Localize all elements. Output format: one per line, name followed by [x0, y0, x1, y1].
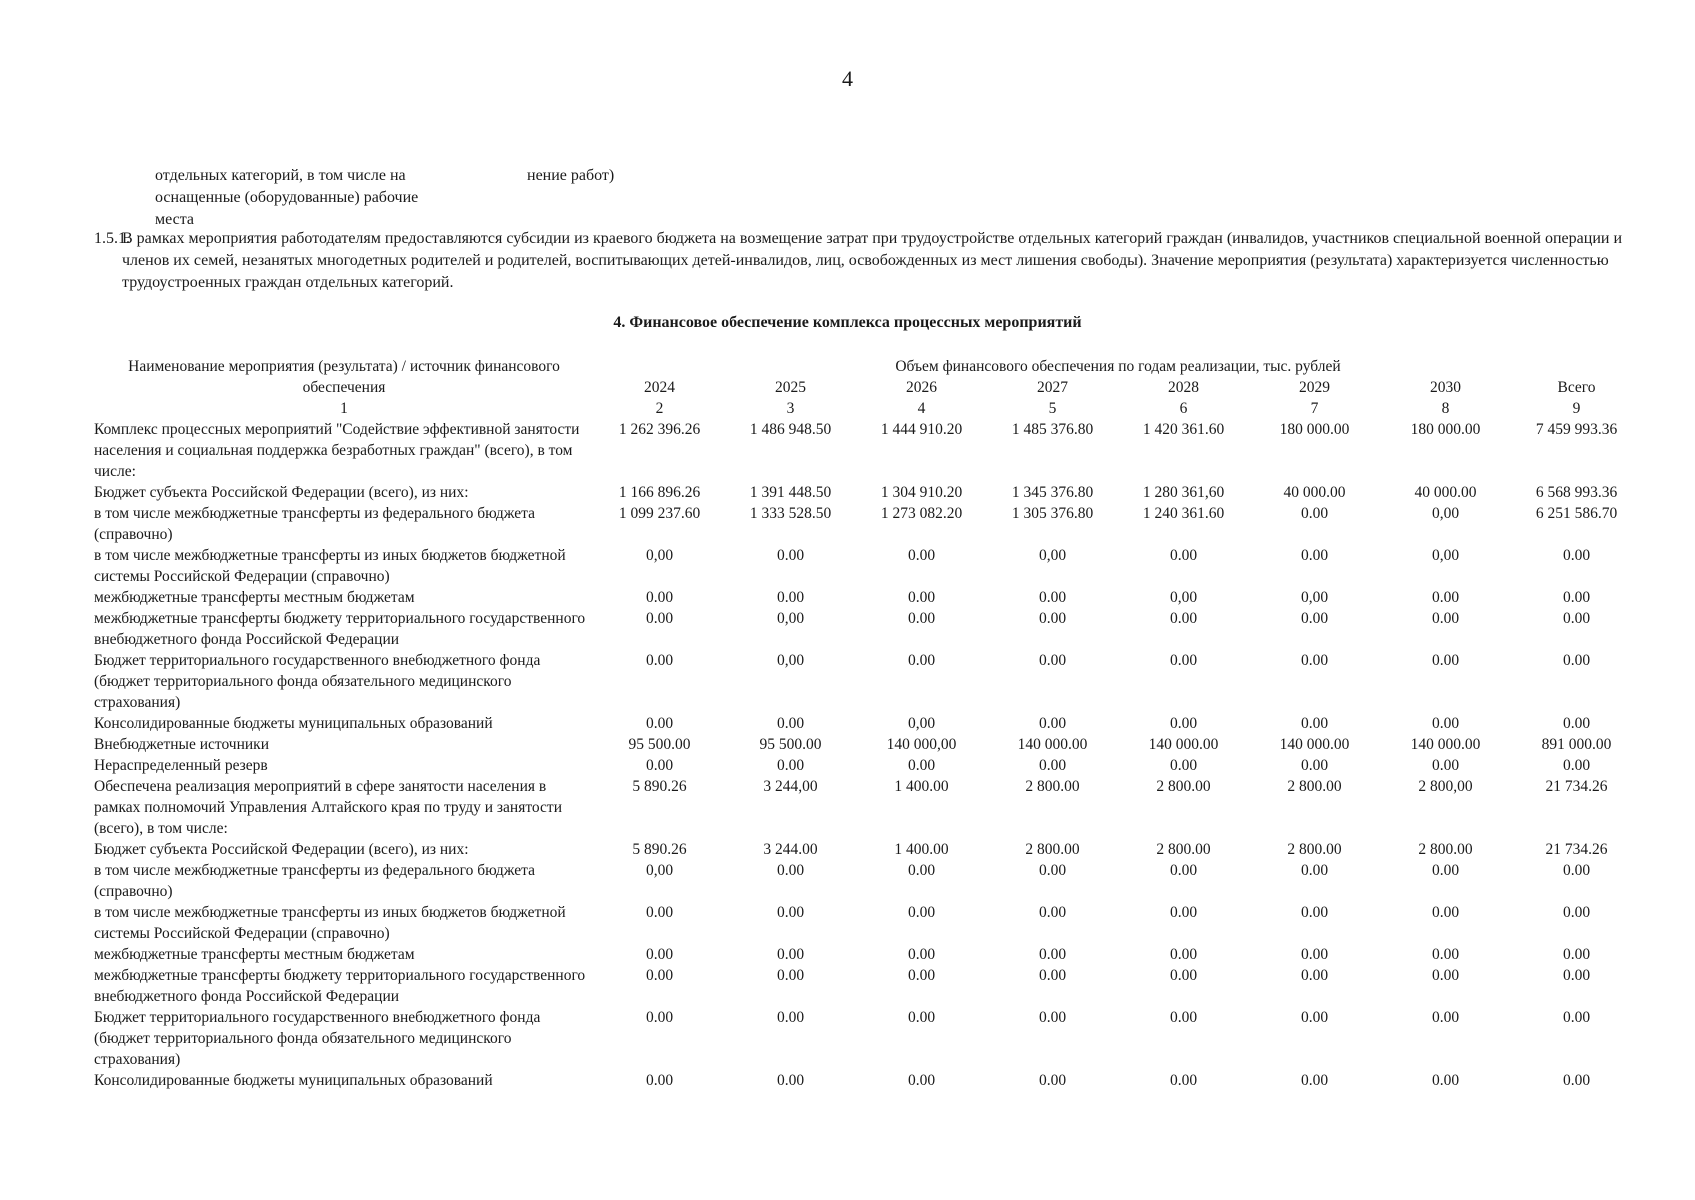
column-index: 2: [655, 400, 664, 417]
table-row: [94, 1070, 1642, 1091]
row-label: Бюджет субъекта Российской Федерации (всего), из них:: [94, 484, 469, 501]
total-header: Всего: [1557, 379, 1596, 396]
value-cell: 0.00: [1038, 1009, 1067, 1026]
value-cell: 1 262 396.26: [618, 421, 701, 438]
value-cell: 0.00: [1169, 715, 1198, 732]
value-cell: 0.00: [1300, 547, 1329, 564]
year-header: 2026: [906, 379, 937, 396]
value-cell: 0.00: [645, 757, 674, 774]
value-cell: 0.00: [1038, 1072, 1067, 1089]
value-cell: 0.00: [1431, 589, 1460, 606]
value-cell: 0.00: [1431, 610, 1460, 627]
value-cell: 0.00: [1038, 757, 1067, 774]
value-cell: 0.00: [1169, 1009, 1198, 1026]
value-cell: 5 890.26: [632, 778, 687, 795]
table-row: [94, 860, 1642, 902]
value-cell: 0.00: [776, 589, 805, 606]
carryover-line: оснащенные (оборудованные) рабочие: [155, 189, 419, 206]
value-cell: 0.00: [907, 610, 936, 627]
year-header: 2028: [1168, 379, 1199, 396]
value-cell: 5 890.26: [632, 841, 687, 858]
value-cell: 0.00: [1300, 652, 1329, 669]
value-cell: 0,00: [1038, 547, 1067, 564]
value-cell: 0.00: [907, 547, 936, 564]
value-cell: 140 000.00: [1148, 736, 1219, 753]
total-cell: 21 734.26: [1545, 841, 1608, 858]
value-cell: 1 333 528.50: [749, 505, 832, 522]
value-cell: 0.00: [1300, 946, 1329, 963]
value-cell: 0.00: [776, 967, 805, 984]
value-cell: 140 000.00: [1279, 736, 1350, 753]
row-label: Обеспечена реализация мероприятий в сфере занятости населения в рамках полномочий Управления Алтайского края по труду и занятости (всего), в том числе:: [94, 778, 563, 837]
value-cell: 0.00: [1300, 904, 1329, 921]
row-label: Бюджет субъекта Российской Федерации (всего), из них:: [94, 841, 469, 858]
value-cell: 0.00: [907, 757, 936, 774]
value-cell: 1 345 376.80: [1011, 484, 1094, 501]
value-cell: 0.00: [1300, 1009, 1329, 1026]
value-cell: 0.00: [907, 652, 936, 669]
column-index: 5: [1048, 400, 1057, 417]
header-name: Наименование мероприятия (результата) / источник финансового обеспечения: [128, 358, 560, 396]
column-index: 6: [1179, 400, 1188, 417]
value-cell: 0,00: [645, 547, 674, 564]
value-cell: 2 800.00: [1025, 841, 1080, 858]
value-cell: 0,00: [1431, 505, 1460, 522]
table-row: [94, 545, 1642, 587]
column-index: 1: [340, 400, 348, 417]
value-cell: 0.00: [1169, 862, 1198, 879]
year-header: 2027: [1037, 379, 1068, 396]
value-cell: 0.00: [907, 862, 936, 879]
value-cell: 0,00: [645, 862, 674, 879]
row-label: Комплекс процессных мероприятий "Содействие эффективной занятости населения и социальная поддержка безработных граждан" (всего), в том числе:: [94, 421, 580, 480]
value-cell: 0.00: [1300, 715, 1329, 732]
year-header: 2025: [775, 379, 806, 396]
value-cell: 0.00: [776, 1072, 805, 1089]
row-label: межбюджетные трансферты местным бюджетам: [94, 946, 415, 963]
carryover-text-col2: нение работ): [527, 167, 615, 184]
table-row: [94, 734, 1642, 755]
value-cell: 2 800.00: [1287, 778, 1342, 795]
row-label: Внебюджетные источники: [94, 736, 270, 753]
value-cell: 0.00: [776, 904, 805, 921]
row-label: межбюджетные трансферты местным бюджетам: [94, 589, 415, 606]
total-cell: 0.00: [1562, 904, 1591, 921]
value-cell: 1 305 376.80: [1011, 505, 1094, 522]
value-cell: 0.00: [1300, 967, 1329, 984]
value-cell: 0.00: [1038, 715, 1067, 732]
row-label: в том числе межбюджетные трансферты из федерального бюджета (справочно): [94, 505, 536, 543]
table-row: [94, 503, 1642, 545]
paragraph-text: В рамках мероприятия работодателям предоставляются субсидии из краевого бюджета на возмещение затрат при трудоустройстве отдельных категорий граждан (инвалидов, участников специальной военной операции и членов их семей, незанятых многодетных родителей и родителей, воспитывающих детей-инвалидов, лиц, освобожденных из мест лишения свободы). Значение мероприятия (результата) характеризуется численностью трудоустроенных граждан отдельных категорий.: [122, 230, 1622, 291]
table-row: [94, 713, 1642, 734]
table-row: [94, 776, 1642, 839]
value-cell: 0.00: [776, 1009, 805, 1026]
total-cell: 0.00: [1562, 1072, 1591, 1089]
value-cell: 0.00: [907, 967, 936, 984]
total-cell: 0.00: [1562, 862, 1591, 879]
total-cell: 6 251 586.70: [1535, 505, 1618, 522]
value-cell: 0.00: [1431, 946, 1460, 963]
total-cell: 0.00: [1562, 610, 1591, 627]
value-cell: 2 800.00: [1156, 841, 1211, 858]
table-row: [94, 650, 1642, 713]
total-cell: 0.00: [1562, 715, 1591, 732]
value-cell: 0.00: [1300, 862, 1329, 879]
total-cell: 0.00: [1562, 589, 1591, 606]
value-cell: 0.00: [1300, 610, 1329, 627]
value-cell: 0.00: [1300, 757, 1329, 774]
value-cell: 0.00: [776, 946, 805, 963]
value-cell: 0.00: [1038, 967, 1067, 984]
carryover-line: отдельных категорий, в том числе на: [155, 167, 406, 184]
value-cell: 1 391 448.50: [749, 484, 832, 501]
table-row: [94, 1007, 1642, 1070]
value-cell: 1 280 361,60: [1142, 484, 1225, 501]
year-header: 2030: [1430, 379, 1461, 396]
table-row: [94, 965, 1642, 1007]
value-cell: 0.00: [1169, 652, 1198, 669]
row-label: в том числе межбюджетные трансферты из федерального бюджета (справочно): [94, 862, 536, 900]
table-row: [94, 839, 1642, 860]
column-index: 7: [1310, 400, 1319, 417]
table-row: [94, 944, 1642, 965]
value-cell: 0.00: [645, 946, 674, 963]
value-cell: 1 400.00: [894, 778, 949, 795]
value-cell: 0.00: [1300, 505, 1329, 522]
column-index: 8: [1441, 400, 1450, 417]
value-cell: 95 500.00: [759, 736, 822, 753]
financing-table: [94, 356, 1642, 1091]
column-index: 9: [1572, 400, 1581, 417]
value-cell: 3 244,00: [763, 778, 818, 795]
total-cell: 0.00: [1562, 757, 1591, 774]
header-group: Объем финансового обеспечения по годам реализации, тыс. рублей: [895, 358, 1341, 375]
value-cell: 0.00: [1169, 1072, 1198, 1089]
value-cell: 1 486 948.50: [749, 421, 832, 438]
value-cell: 1 485 376.80: [1011, 421, 1094, 438]
value-cell: 0.00: [1038, 652, 1067, 669]
table-row: [94, 608, 1642, 650]
value-cell: 2 800.00: [1418, 841, 1473, 858]
value-cell: 0.00: [1038, 904, 1067, 921]
value-cell: 40 000.00: [1414, 484, 1477, 501]
value-cell: 0.00: [645, 715, 674, 732]
value-cell: 140 000.00: [1017, 736, 1088, 753]
value-cell: 0.00: [1431, 1009, 1460, 1026]
value-cell: 2 800.00: [1156, 778, 1211, 795]
value-cell: 0.00: [1431, 757, 1460, 774]
value-cell: 0.00: [645, 652, 674, 669]
value-cell: 1 166 896.26: [618, 484, 701, 501]
value-cell: 1 273 082.20: [880, 505, 963, 522]
row-label: Консолидированные бюджеты муниципальных образований: [94, 1072, 493, 1089]
value-cell: 0.00: [1300, 1072, 1329, 1089]
value-cell: 0,00: [776, 652, 805, 669]
value-cell: 0.00: [1038, 862, 1067, 879]
carryover-line: места: [155, 211, 195, 228]
year-header: 2024: [644, 379, 675, 396]
value-cell: 3 244.00: [763, 841, 818, 858]
row-label: межбюджетные трансферты бюджету территориального государственного внебюджетного фонда Российской Федерации: [94, 610, 586, 648]
value-cell: 0.00: [1431, 1072, 1460, 1089]
value-cell: 2 800,00: [1418, 778, 1473, 795]
value-cell: 1 240 361.60: [1142, 505, 1225, 522]
total-cell: 891 000.00: [1541, 736, 1612, 753]
value-cell: 0.00: [645, 610, 674, 627]
value-cell: 0.00: [1431, 862, 1460, 879]
total-cell: 0.00: [1562, 1009, 1591, 1026]
value-cell: 140 000.00: [1410, 736, 1481, 753]
value-cell: 0.00: [907, 946, 936, 963]
value-cell: 0.00: [907, 1072, 936, 1089]
table-row: [94, 587, 1642, 608]
year-header: 2029: [1299, 379, 1330, 396]
total-cell: 0.00: [1562, 652, 1591, 669]
value-cell: 0.00: [1431, 715, 1460, 732]
value-cell: 0.00: [1169, 946, 1198, 963]
paragraph-number: 1.5.1.: [94, 230, 130, 247]
value-cell: 0.00: [1169, 904, 1198, 921]
value-cell: 0,00: [1300, 589, 1329, 606]
value-cell: 0.00: [645, 1072, 674, 1089]
value-cell: 1 444 910.20: [880, 421, 963, 438]
value-cell: 0.00: [645, 1009, 674, 1026]
value-cell: 0,00: [1169, 589, 1198, 606]
value-cell: 2 800.00: [1025, 778, 1080, 795]
page-number: 4: [842, 66, 853, 91]
row-label: Бюджет территориального государственного внебюджетного фонда (бюджет территориального фонда обязательного медицинского страхования): [94, 1009, 541, 1068]
total-cell: 6 568 993.36: [1535, 484, 1618, 501]
value-cell: 1 420 361.60: [1142, 421, 1225, 438]
value-cell: 1 400.00: [894, 841, 949, 858]
value-cell: 0.00: [776, 862, 805, 879]
value-cell: 0.00: [1431, 904, 1460, 921]
value-cell: 0.00: [907, 904, 936, 921]
total-cell: 7 459 993.36: [1535, 421, 1618, 438]
row-label: межбюджетные трансферты бюджету территориального государственного внебюджетного фонда Российской Федерации: [94, 967, 586, 1005]
value-cell: 0.00: [1169, 547, 1198, 564]
table-row: [94, 482, 1642, 503]
value-cell: 0.00: [907, 589, 936, 606]
value-cell: 95 500.00: [628, 736, 691, 753]
value-cell: 0,00: [907, 715, 936, 732]
value-cell: 0,00: [1431, 547, 1460, 564]
value-cell: 1 304 910.20: [880, 484, 963, 501]
value-cell: 0.00: [1431, 652, 1460, 669]
value-cell: 0.00: [645, 904, 674, 921]
table-row: [94, 419, 1642, 482]
total-cell: 21 734.26: [1545, 778, 1608, 795]
measure-description: [94, 228, 1634, 294]
value-cell: 0.00: [1038, 589, 1067, 606]
value-cell: 0,00: [776, 610, 805, 627]
value-cell: 2 800.00: [1287, 841, 1342, 858]
table-row: [94, 902, 1642, 944]
value-cell: 0.00: [1169, 757, 1198, 774]
row-label: в том числе межбюджетные трансферты из иных бюджетов бюджетной системы Российской Федерации (справочно): [94, 547, 566, 585]
value-cell: 0.00: [645, 589, 674, 606]
value-cell: 0.00: [776, 757, 805, 774]
section-title: 4. Финансовое обеспечение комплекса процессных мероприятий: [613, 314, 1082, 331]
row-label: в том числе межбюджетные трансферты из иных бюджетов бюджетной системы Российской Федерации (справочно): [94, 904, 566, 942]
value-cell: 0.00: [645, 967, 674, 984]
column-index: 3: [786, 400, 795, 417]
row-label: Нераспределенный резерв: [94, 757, 268, 774]
row-label: Консолидированные бюджеты муниципальных образований: [94, 715, 493, 732]
total-cell: 0.00: [1562, 547, 1591, 564]
value-cell: 180 000.00: [1279, 421, 1350, 438]
total-cell: 0.00: [1562, 967, 1591, 984]
value-cell: 1 099 237.60: [618, 505, 701, 522]
table-row: [94, 755, 1642, 776]
value-cell: 0.00: [1169, 967, 1198, 984]
value-cell: 0.00: [1038, 610, 1067, 627]
value-cell: 0.00: [776, 715, 805, 732]
value-cell: 140 000,00: [886, 736, 957, 753]
value-cell: 0.00: [776, 547, 805, 564]
value-cell: 0.00: [1038, 946, 1067, 963]
value-cell: 0.00: [1431, 967, 1460, 984]
value-cell: 180 000.00: [1410, 421, 1481, 438]
column-index: 4: [917, 400, 926, 417]
value-cell: 0.00: [1169, 610, 1198, 627]
row-label: Бюджет территориального государственного внебюджетного фонда (бюджет территориального фонда обязательного медицинского страхования): [94, 652, 541, 711]
value-cell: 40 000.00: [1283, 484, 1346, 501]
value-cell: 0.00: [907, 1009, 936, 1026]
total-cell: 0.00: [1562, 946, 1591, 963]
